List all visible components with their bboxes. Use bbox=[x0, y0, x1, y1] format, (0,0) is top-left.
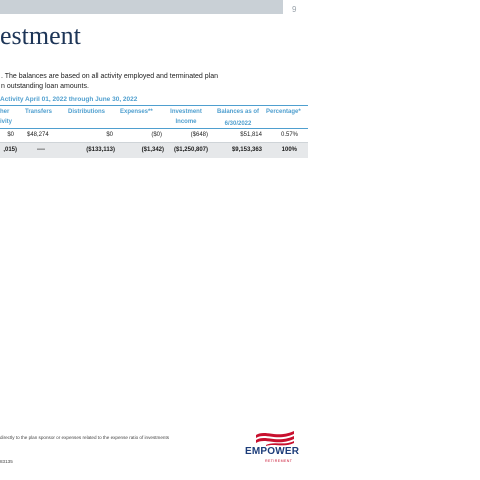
column-header-percentage: Percentage* bbox=[266, 109, 301, 115]
page-title: estment bbox=[0, 21, 81, 50]
column-header-investment-income: Investment Income bbox=[170, 109, 202, 125]
table-header-rule bbox=[0, 128, 308, 129]
header-bar bbox=[0, 0, 283, 14]
total-distributions: ($133,113) bbox=[86, 147, 115, 153]
total-transfers: ---- bbox=[37, 147, 45, 153]
logo-subtext: RETIREMENT bbox=[265, 459, 293, 463]
cell-percentage: 0.57% bbox=[280, 132, 298, 138]
cell-expenses: ($0) bbox=[151, 132, 162, 138]
cell-balance: $51,814 bbox=[240, 132, 262, 138]
cell-transfers: $48,274 bbox=[27, 132, 49, 138]
column-header-expenses: Expenses** bbox=[120, 109, 153, 115]
column-header-distributions: Distributions bbox=[68, 109, 105, 115]
total-balance: $9,153,363 bbox=[231, 147, 262, 153]
document-code: 83135 bbox=[0, 459, 13, 464]
page-number: 9 bbox=[292, 5, 297, 14]
footnote: directly to the plan sponsor or expenses related to the expense ratio of investments bbox=[0, 435, 170, 440]
column-header-other: her ivity bbox=[0, 109, 13, 125]
column-header-transfers: Transfers bbox=[25, 109, 53, 115]
logo-wordmark: EMPOWER bbox=[245, 446, 300, 457]
table-top-rule bbox=[0, 105, 308, 106]
cell-investment-income: ($648) bbox=[190, 132, 208, 138]
cell-other: $0 bbox=[7, 132, 14, 138]
empower-logo bbox=[244, 429, 298, 467]
total-investment-income: ($1,250,807) bbox=[173, 147, 208, 153]
intro-line: . The balances are based on all activity employed and terminated plan bbox=[1, 73, 219, 80]
total-expenses: ($1,342) bbox=[141, 147, 164, 153]
column-header-balances: Balances as of 6/30/2022 bbox=[216, 109, 260, 127]
cell-distributions: $0 bbox=[106, 132, 113, 138]
total-other: ,015) bbox=[3, 147, 17, 153]
total-percentage: 100% bbox=[281, 147, 297, 153]
flag-waves-icon bbox=[254, 429, 296, 446]
activity-period-title: Activity April 01, 2022 through June 30, 2022 bbox=[0, 96, 138, 103]
intro-text bbox=[1, 72, 291, 92]
intro-line: n outstanding loan amounts. bbox=[1, 83, 89, 90]
